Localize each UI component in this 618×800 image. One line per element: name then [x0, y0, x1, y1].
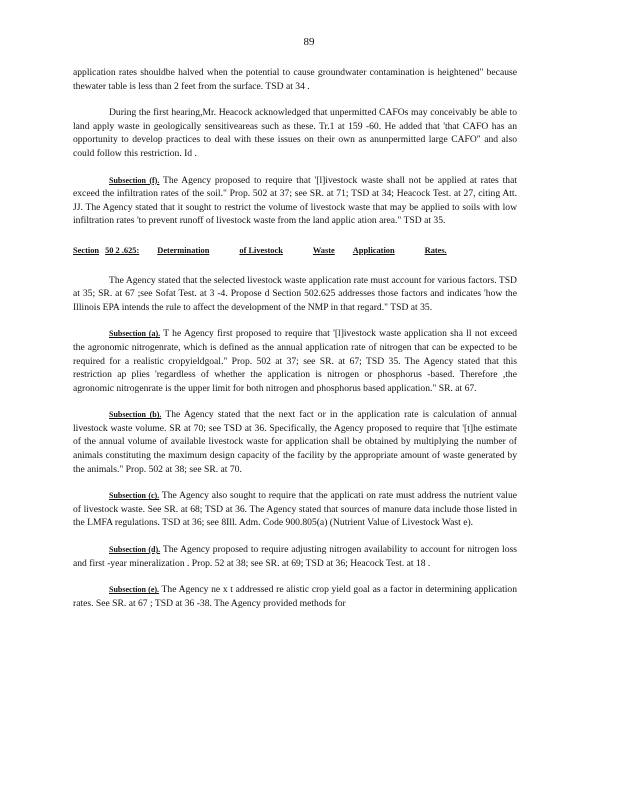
paragraph-subsection-f — [73, 174, 517, 228]
subsection-label: Subsection (b). — [109, 410, 162, 420]
paragraph-text: T he Agency first proposed to require that '[l]ivestock waste application sha ll not exceed the agronomic nitrogenrate, which is defined as the annual application rate of nitrogen that can be expected to be required for a realistic cropyieldgoal." Prop. 502 at 37; see SR. at 67; TSD 35. The Agency stated that this restriction ap plies 'regardless of whether the application is nitrogen or phosphorus -based. Therefore ,the agronomic nitrogenrate is the upper limit for both nitrogen and phosphorus based application." SR. at 67. — [73, 328, 517, 394]
paragraph-heacock — [73, 106, 517, 160]
paragraph-text: The Agency stated that the next fact or in the application rate is calculation of annual livestock waste volume. SR at 70; see TSD at 36. Specifically, the Agency proposed to require that '[t]he estimate of the annual volume of available livestock waste for application shall be obtained by multiplying the number of animals constituting the maximum design capacity of the facility by the appropriate amount of waste generated by the animals." Prop. 502 at 38; see SR. at 70. — [73, 409, 517, 475]
section-heading — [73, 244, 517, 258]
paragraph-subsection-e — [73, 583, 517, 610]
subsection-label: Subsection (a). — [109, 329, 161, 339]
paragraph-text: During the first hearing,Mr. Heacock acknowledged that unpermitted CAFOs may conceivably be able to land apply waste in geologically sensitiveareas such as these. Tr.1 at 159 -60. He added that 'that CAFO has an opportunity to develop practices to deal with these issues on their own as anunpermitted large CAFO" and also could follow this restriction. Id . — [73, 107, 517, 159]
heading-part: Rates. — [424, 245, 447, 255]
paragraph-text: application rates shouldbe halved when the potential to cause groundwater contamination is heightened" because thewater table is less than 2 feet from the surface. TSD at 34 . — [73, 67, 517, 92]
heading-part: of Livestock — [239, 245, 283, 255]
heading-part: Application — [352, 245, 395, 255]
paragraph-text: The Agency also sought to require that the applicati on rate must address the nutrient value of livestock waste. See SR. at 68; TSD at 36. The Agency stated that sources of manure data include those listed in the LMFA regulations. TSD at 36; see 8Ill. Adm. Code 900.805(a) (Nutrient Value of Livestock Wast e). — [73, 490, 518, 529]
paragraph-intro — [73, 274, 517, 315]
paragraph-subsection-b — [73, 408, 517, 476]
subsection-label: Subsection (e). — [109, 585, 160, 595]
subsection-label: Subsection (c). — [109, 491, 160, 501]
document-body — [73, 66, 517, 610]
heading-part: Determination — [157, 245, 210, 255]
paragraph-subsection-c — [73, 489, 517, 530]
page-number: 89 — [303, 36, 315, 48]
paragraph-text: The Agency stated that the selected livestock waste application rate must account for various factors. TSD at 35; SR. at 67 ;see Sofat Test. at 3 -4. Propose d Section 502.625 addresses those factors and indicates 'how the Illinois EPA intends the rule to affect the development of the NMP in that regard." TSD at 35. — [73, 274, 517, 313]
paragraph-text: The Agency proposed to require adjusting nitrogen availability to account for nitrogen loss and first -year mineralization . Prop. 52 at 38; see SR. at 69; TSD at 36; Heacock Test. at 18 . — [73, 544, 517, 569]
paragraph-text: The Agency proposed to require that '[l]ivestock waste shall not be applied at rates that exceed the infiltration rates of the soil." Prop. 502 at 37; see SR. at 71; TSD at 34; Heacock Test. at 27, citing Att. JJ. The Agency stated that it sought to restrict the volume of livestock waste that may be applied to soils with low infiltration rates 'to prevent runoff of livestock waste from the land applic ation area." TSD at 35. — [73, 174, 517, 227]
paragraph-text: The Agency ne x t addressed re alistic crop yield goal as a factor in determining application rates. See SR. at 67 ; TSD at 36 -38. The Agency provided methods for — [73, 584, 518, 609]
paragraph-subsection-d — [73, 543, 517, 570]
heading-part: Waste — [312, 245, 335, 255]
heading-part: Section — [73, 245, 100, 255]
subsection-label: Subsection (f). — [109, 175, 160, 185]
paragraph-continuation — [73, 66, 517, 93]
subsection-label: Subsection (d). — [109, 545, 161, 555]
paragraph-subsection-a — [73, 327, 517, 395]
heading-part: 50 2 .625: — [105, 245, 140, 255]
